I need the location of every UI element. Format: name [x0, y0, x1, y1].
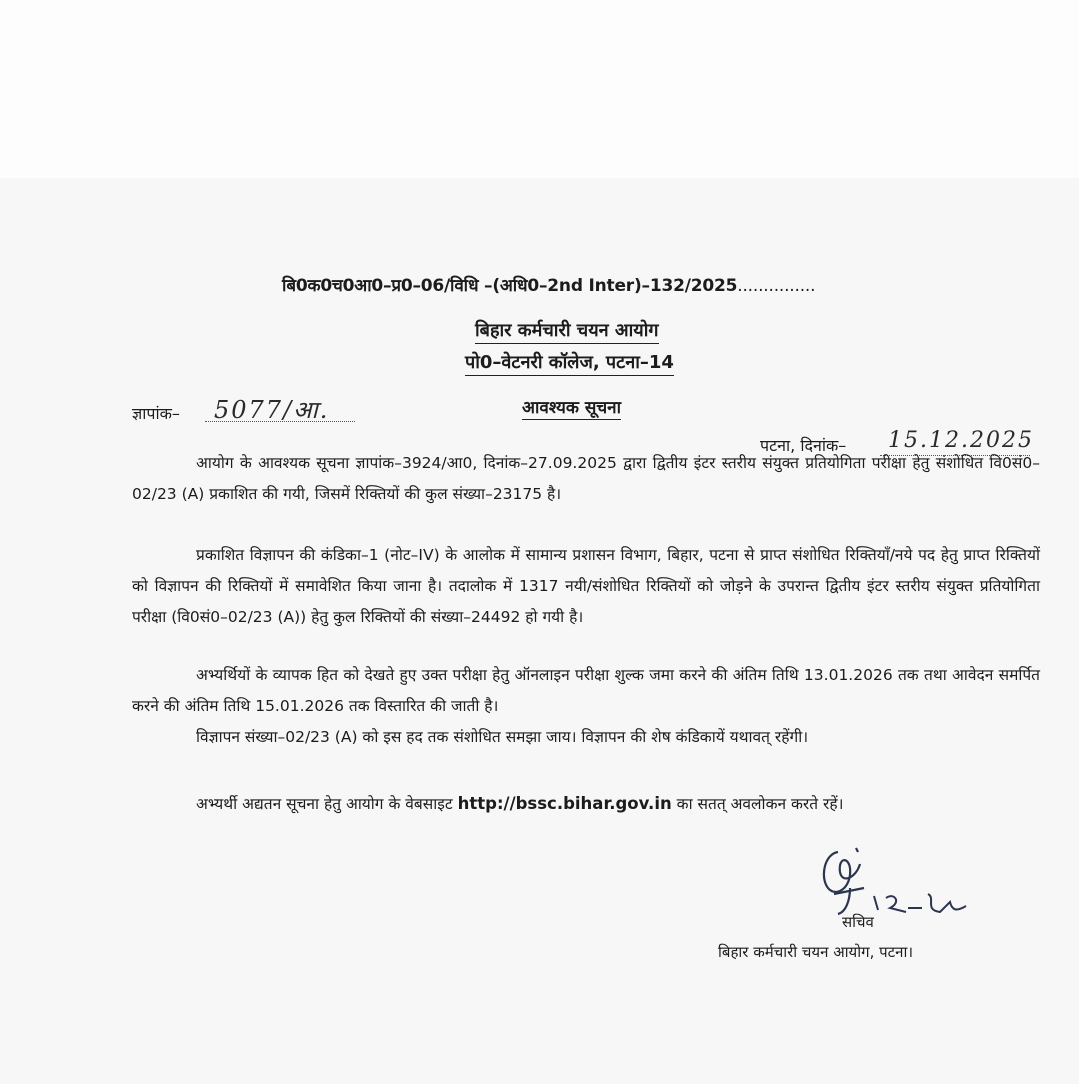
paragraph-4: विज्ञापन संख्या–02/23 (A) को इस हद तक संशोधित समझा जाय। विज्ञापन की शेष कंडिकायें यथावत् रहेंगी।: [196, 728, 809, 746]
paragraph-5-start: अभ्यर्थी अद्यतन सूचना हेतु आयोग के वेबसाइट: [196, 795, 458, 813]
signatory-designation: सचिव: [842, 913, 874, 931]
memo-dotted-line: [205, 421, 355, 422]
notice-title: आवश्यक सूचना: [522, 395, 621, 420]
paragraph-5: [132, 788, 1040, 820]
letter-number-dots: ...............: [737, 276, 816, 296]
blank-top-area: [0, 0, 1079, 178]
place-date-label: पटना, दिनांक–: [760, 436, 847, 455]
signatory-office: बिहार कर्मचारी चयन आयोग, पटना।: [718, 943, 914, 961]
paragraph-3: अभ्यर्थियों के व्यापक हित को देखते हुए उक्त परीक्षा हेतु ऑनलाइन परीक्षा शुल्क जमा करने की अंतिम तिथि 13.01.2026 तक तथा आवेदन समर्पित करने की अंतिम तिथि 15.01.2026 तक विस्तारित की जाती है।: [132, 666, 1040, 715]
letter-number-text: बि0क0च0आ0–प्र0–06/विधि –(अधि0–2nd Inter)–132/2025: [282, 276, 738, 296]
paragraph-2: प्रकाशित विज्ञापन की कंडिका–1 (नोट–IV) के आलोक में सामान्य प्रशासन विभाग, बिहार, पटना से प्राप्त संशोधित रिक्तियाँ/नये पद हेतु प्राप्त रिक्तियों को विज्ञापन की रिक्तियों में समावेशित किया जाना है। तदालोक में 1317 नयी/संशोधित रिक्तियों को जोड़ने के उपरान्त द्वितीय इंटर स्तरीय संयुक्त प्रतियोगिता परीक्षा (वि0सं0–02/23 (A)) हेतु कुल रिक्तियों की संख्या–24492 हो गयी है।: [132, 546, 1040, 626]
letter-reference-number: [282, 273, 815, 296]
paragraph-1: आयोग के आवश्यक सूचना ज्ञापांक–3924/आ0, दिनांक–27.09.2025 द्वारा द्वितीय इंटर स्तरीय संयुक्त प्रतियोगिता परीक्षा हेतु संशोधित वि0सं0–02/23 (A) प्रकाशित की गयी, जिसमें रिक्तियों की कुल संख्या–23175 है।: [132, 454, 1040, 503]
organization-name: बिहार कर्मचारी चयन आयोग: [475, 318, 659, 344]
memo-label: ज्ञापांक–: [132, 404, 180, 423]
paragraph-5-end: का सतत् अवलोकन करते रहें।: [671, 795, 844, 813]
handwritten-date: 15.12.2025: [888, 428, 1034, 453]
website-url: http://bssc.bihar.gov.in: [457, 794, 672, 813]
memo-handwritten-number: 5077/आ.: [214, 396, 330, 424]
organization-address: पो0–वेटनरी कॉलेज, पटना–14: [465, 350, 674, 376]
